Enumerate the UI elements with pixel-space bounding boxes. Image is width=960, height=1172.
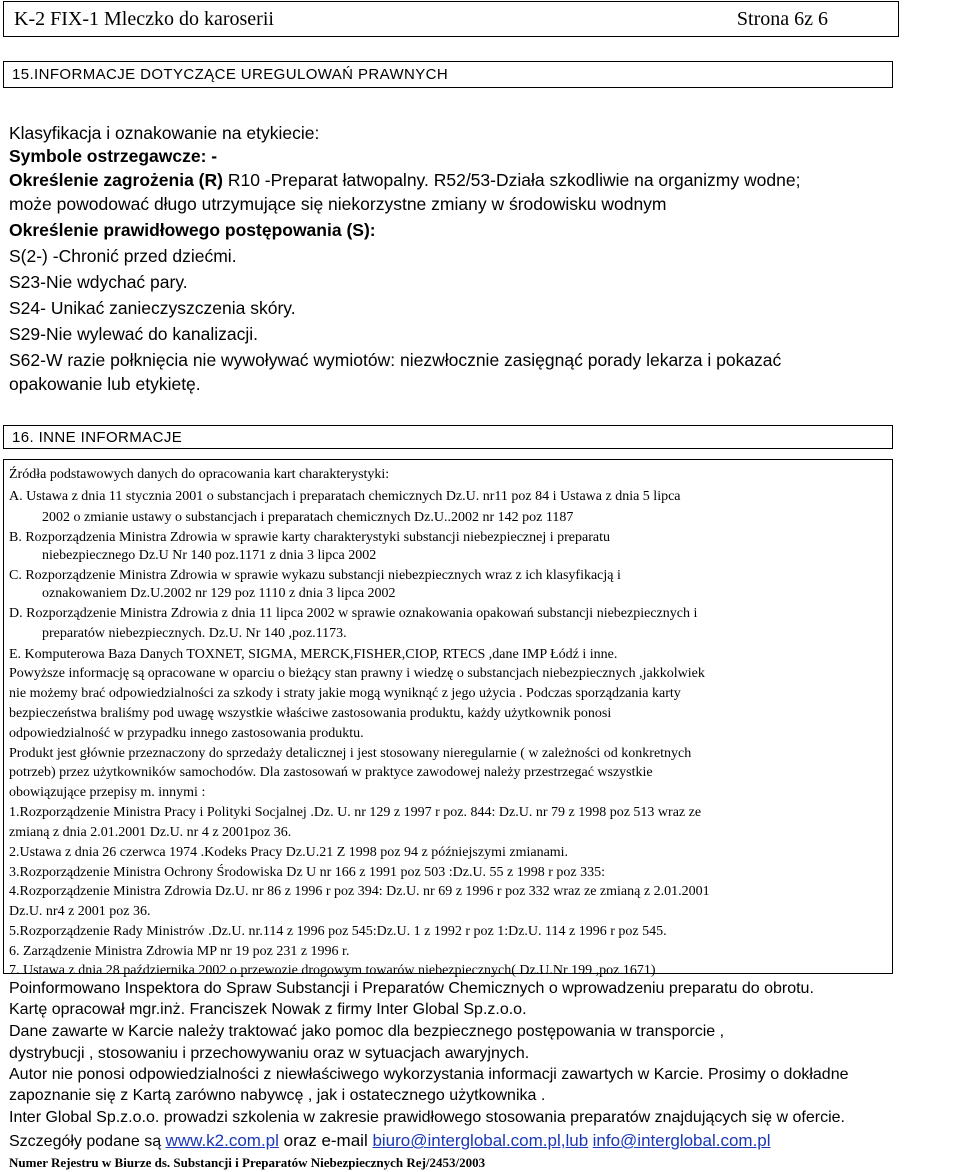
footer-inspector-note: Poinformowano Inspektora do Spraw Substancji i Preparatów Chemicznych o wprowadzeniu preparatu do obrotu.: [9, 980, 814, 997]
section-15-title: 15.INFORMACJE DOTYCZĄCE UREGULOWAŃ PRAWNYCH: [12, 66, 449, 83]
s15-line-s-label: [9, 222, 376, 240]
source-d-cont: preparatów niebezpiecznych. Dz.U. Nr 140 ,poz.1173.: [42, 626, 347, 641]
regulation-1: 1.Rozporządzenie Ministra Pracy i Polityki Socjalnej .Dz. U. nr 129 z 1997 r poz. 844: Dz.U. nr 79 z 1998 poz 513 wraz ze: [9, 805, 702, 820]
s15-line-s62: S62-W razie połknięcia nie wywoływać wymiotów: niezwłocznie zasięgnąć porady lekarza i pokazać: [9, 350, 782, 370]
s15-r-label: Określenie zagrożenia (R): [9, 170, 223, 190]
contact-mid: oraz e-mail: [278, 1131, 373, 1150]
disclaimer-2: nie możemy brać odpowiedzialności za szkody i straty jakie mogą wyniknąć z jego użycia . Podczas sporządzania karty: [9, 686, 681, 701]
footer-training: Inter Global Sp.z.o.o. prowadzi szkolenia w zakresie prawidłowego stosowania preparatów znajdujących się w ofercie.: [9, 1109, 845, 1126]
s15-line-r-phrases: [9, 172, 800, 190]
email-link-biuro[interactable]: biuro@interglobal.com.pl,lub: [372, 1131, 589, 1150]
website-link[interactable]: www.k2.com.pl: [165, 1131, 279, 1150]
footer-contact: [9, 1132, 771, 1150]
regulation-2: 2.Ustawa z dnia 26 czerwca 1974 .Kodeks Pracy Dz.U.21 Z 1998 poz 94 z późniejszymi zmianami.: [9, 845, 569, 860]
footer-usage-2: dystrybucji , stosowaniu i przechowywaniu oraz w sytuacjach awaryjnych.: [9, 1045, 530, 1062]
regulation-6: 6. Zarządzenie Ministra Zdrowia MP nr 19 poz 231 z 1996 r.: [9, 944, 350, 959]
regulation-3: 3.Rozporządzenie Ministra Ochrony Środowiska Dz U nr 166 z 1991 poz 503 :Dz.U. 55 z 1998 r poz 335:: [9, 865, 606, 880]
regulation-5: 5.Rozporządzenie Rady Ministrów .Dz.U. nr.114 z 1996 poz 545:Dz.U. 1 z 1992 r poz 1:Dz.U. 114 z 1996 r poz 545.: [9, 924, 667, 939]
s15-line-s24: S24- Unikać zanieczyszczenia skóry.: [9, 298, 296, 318]
source-e: E. Komputerowa Baza Danych TOXNET, SIGMA, MERCK,FISHER,CIOP, RTECS ,dane IMP Łódź i inne.: [9, 647, 618, 662]
s15-r-text: R10 -Preparat łatwopalny. R52/53-Działa szkodliwie na organizmy wodne;: [222, 170, 801, 190]
regulation-7: 7. Ustawa z dnia 28 października 2002 o przewozie drogowym towarów niebezpiecznych( Dz.U.Nr 199 ,poz 1671): [9, 963, 656, 978]
source-b-cont: niebezpiecznego Dz.U Nr 140 poz.1171 z dnia 3 lipca 2002: [42, 548, 377, 563]
footer-liability-2: zapoznanie się z Kartą zarówno nabywcę , jak i ostatecznego użytkownika .: [9, 1087, 546, 1104]
regulation-4: 4.Rozporządzenie Ministra Zdrowia Dz.U. nr 86 z 1996 r poz 394: Dz.U. nr 69 z 1996 r poz 332 wraz ze zmianą z 2.01.2001: [9, 884, 710, 899]
usage-2: potrzeb) przez użytkowników samochodów. Dla zastosowań w praktyce zawodowej należy przestrzegać wszystkie: [9, 765, 653, 780]
footer-usage-1: Dane zawarte w Karcie należy traktować jako pomoc dla bezpiecznego postępowania w transporcie ,: [9, 1023, 725, 1040]
disclaimer-1: Powyższe informację są opracowane w oparciu o bieżący stan prawny i wiedzę o substancjach niebezpiecznych ,jakkolwiek: [9, 666, 705, 681]
usage-1: Produkt jest głównie przeznaczony do sprzedaży detalicznej i jest stosowany nieregularnie ( w zależności od konkretnych: [9, 746, 692, 761]
disclaimer-4: odpowiedzialność w przypadku innego zastosowania produktu.: [9, 726, 364, 741]
regulation-4-cont: Dz.U. nr4 z 2001 poz 36.: [9, 904, 151, 919]
sources-heading: Źródła podstawowych danych do opracowania kart charakterystyki:: [9, 467, 390, 482]
document-title: K-2 FIX-1 Mleczko do karoserii: [14, 8, 274, 30]
footer-author: Kartę opracował mgr.inż. Franciszek Nowak z firmy Inter Global Sp.z.o.o.: [9, 1001, 527, 1018]
section-15-heading: [3, 61, 893, 88]
email-link-info[interactable]: info@interglobal.com.pl: [592, 1131, 771, 1150]
s15-s-label: Określenie prawidłowego postępowania (S):: [9, 220, 376, 240]
contact-prefix: Szczegóły podane są: [9, 1133, 166, 1150]
section-16-title: 16. INNE INFORMACJE: [12, 429, 183, 446]
source-a: A. Ustawa z dnia 11 stycznia 2001 o substancjach i preparatach chemicznych Dz.U. nr11 poz 84 i Ustawa z dnia 5 lipca: [9, 489, 681, 504]
s15-line-symbols: [9, 148, 217, 166]
section-16-heading: [3, 425, 893, 449]
s15-line-s23: S23-Nie wdychać pary.: [9, 272, 188, 292]
s15-symbols-label: Symbole ostrzegawcze: -: [9, 146, 218, 166]
s15-line-s29: S29-Nie wylewać do kanalizacji.: [9, 324, 258, 344]
footer-liability-1: Autor nie ponosi odpowiedzialności z niewłaściwego wykorzystania informacji zawartych w Karcie. Prosimy o dokładne: [9, 1066, 849, 1083]
s15-line-r-cont: może powodować długo utrzymujące się niekorzystne zmiany w środowisku wodnym: [9, 194, 667, 214]
regulation-1-cont: zmianą z dnia 2.01.2001 Dz.U. nr 4 z 2001poz 36.: [9, 825, 292, 840]
source-c: C. Rozporządzenie Ministra Zdrowia w sprawie wykazu substancji niebezpiecznych wraz z ich klasyfikacją i: [9, 568, 621, 583]
source-c-cont: oznakowaniem Dz.U.2002 nr 129 poz 1110 z dnia 3 lipca 2002: [42, 586, 396, 601]
registry-number: Numer Rejestru w Biurze ds. Substancji i Preparatów Niebezpiecznych Rej/2453/2003: [9, 1155, 486, 1170]
source-d: D. Rozporządzenie Ministra Zdrowia z dnia 11 lipca 2002 w sprawie oznakowania opakowań substancji niebezpiecznych i: [9, 606, 698, 621]
page-header: [3, 1, 899, 37]
s15-line-s62-cont: opakowanie lub etykietę.: [9, 374, 201, 394]
source-a-cont: 2002 o zmianie ustawy o substancjach i preparatach chemicznych Dz.U..2002 nr 142 poz 1187: [42, 510, 574, 525]
page-number: Strona 6z 6: [736, 8, 828, 30]
s15-line-classification: Klasyfikacja i oznakowanie na etykiecie:: [9, 123, 320, 143]
s15-line-s2: S(2-) -Chronić przed dziećmi.: [9, 246, 237, 266]
usage-3: obowiązujące przepisy m. innymi :: [9, 785, 206, 800]
disclaimer-3: bezpieczeństwa braliśmy pod uwagę wszystkie właściwe zastosowania produktu, każdy użytkownik ponosi: [9, 706, 612, 721]
source-b: B. Rozporządzenia Ministra Zdrowia w sprawie karty charakterystyki substancji niebezpiecznej i preparatu: [9, 530, 610, 545]
